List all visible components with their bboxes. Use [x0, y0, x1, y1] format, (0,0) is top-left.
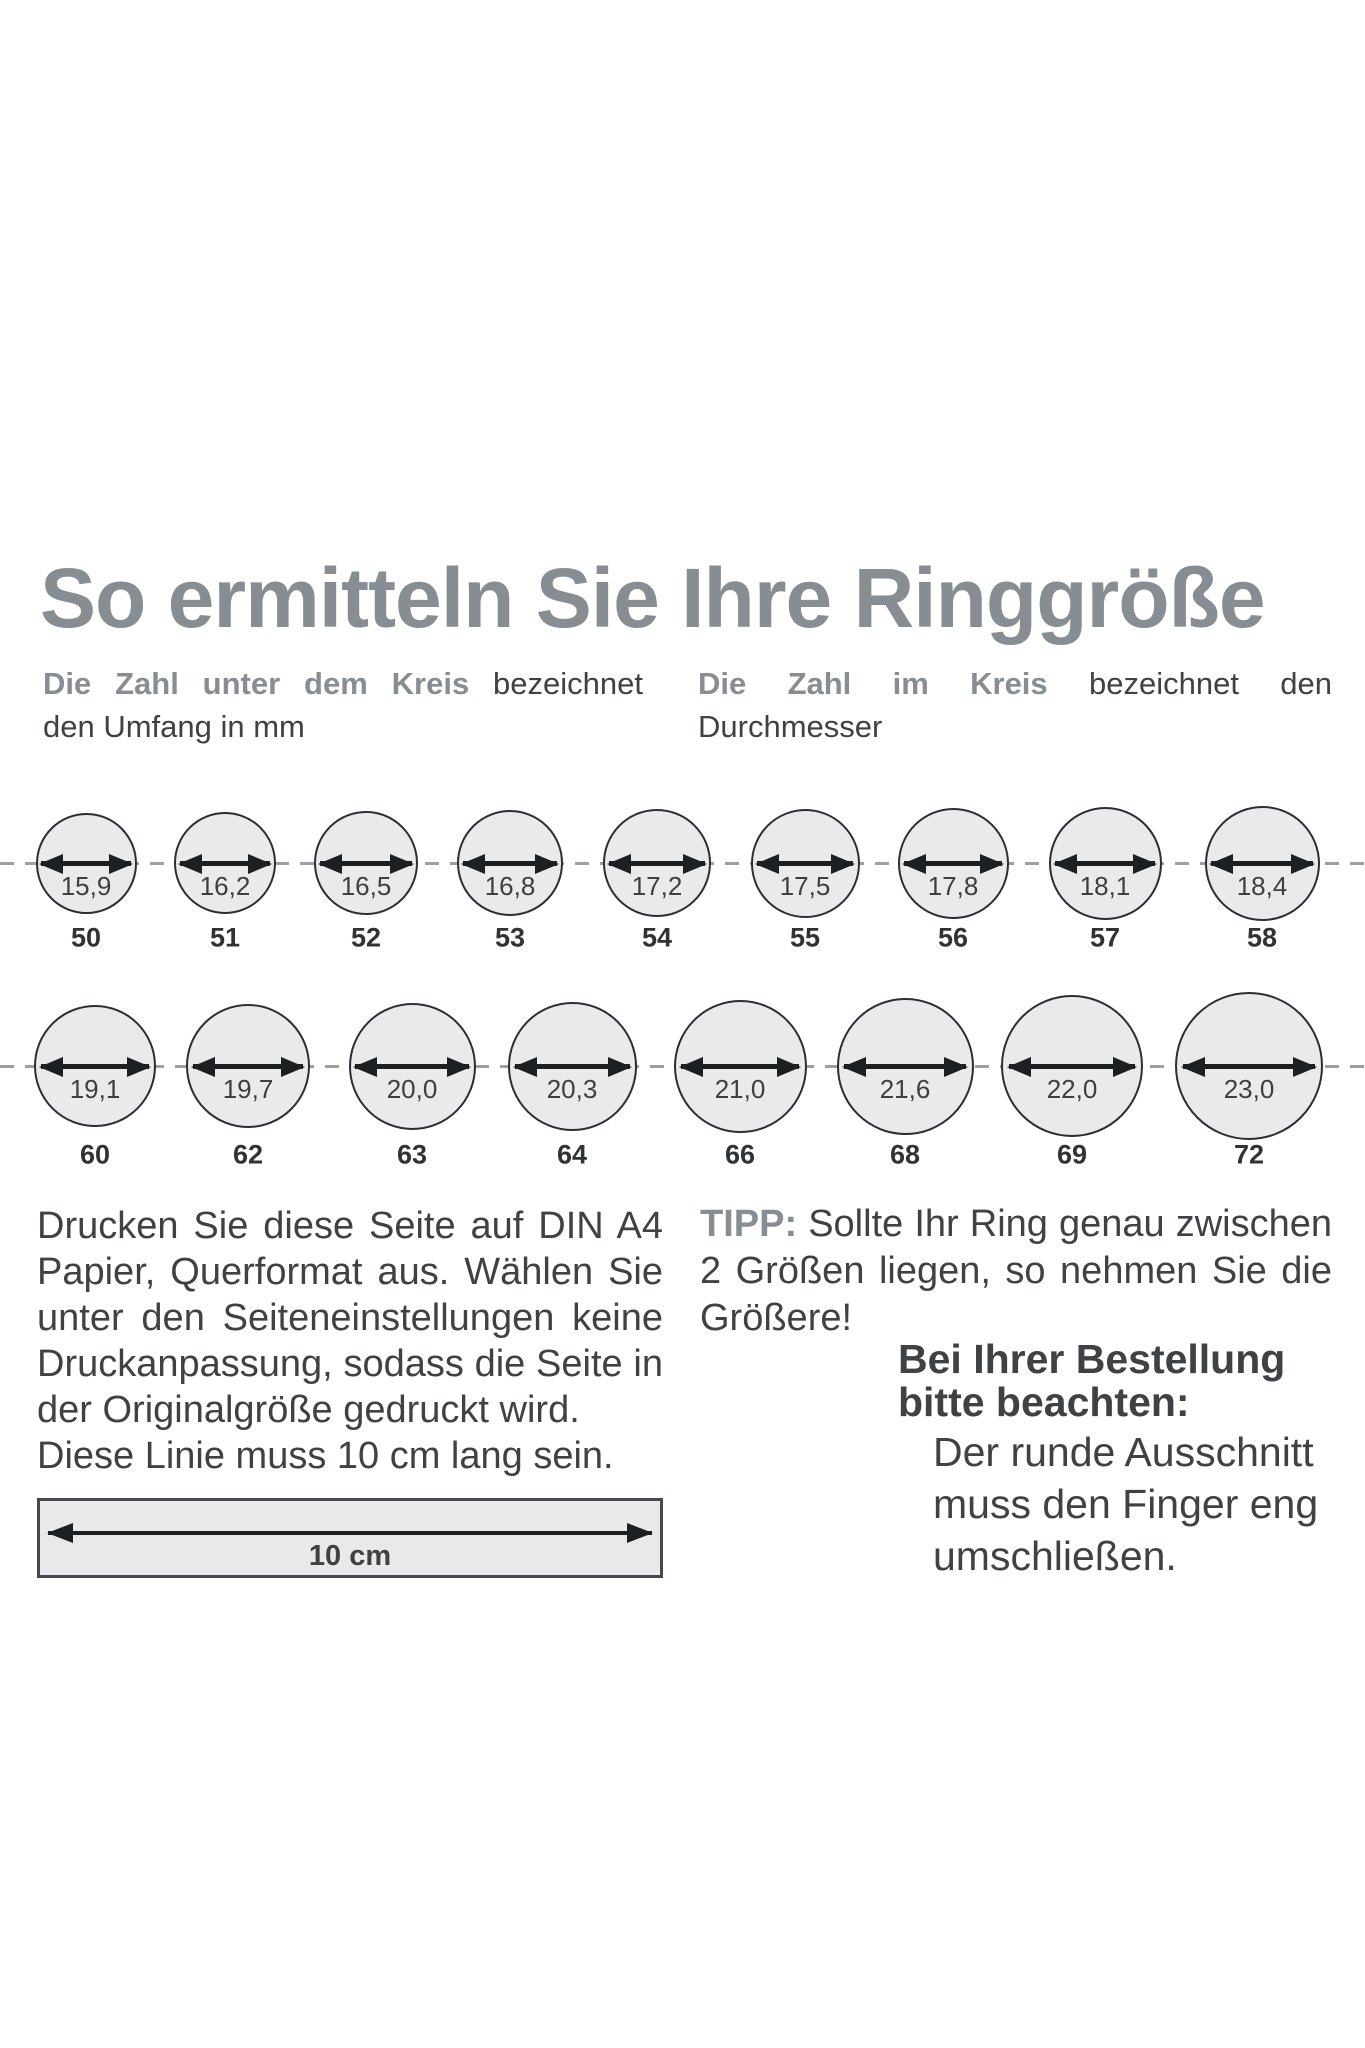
ring-size-label: 69 — [1056, 1139, 1088, 1170]
diameter-value: 19,7 — [222, 1074, 274, 1104]
ring-size-circle — [1049, 807, 1162, 920]
legend-diameter-line1 — [698, 662, 1332, 705]
ring-size-label: 54 — [641, 922, 673, 953]
tip-line1 — [700, 1201, 1332, 1248]
diameter-arrow-icon — [1211, 861, 1313, 866]
ring-size-circle — [898, 808, 1009, 919]
diameter-arrow-icon — [193, 1064, 303, 1069]
print-instructions-line: der Originalgröße gedruckt wird. — [37, 1389, 580, 1431]
ruler-label: 10 cm — [308, 1540, 392, 1572]
legend-diameter — [698, 662, 1332, 748]
diameter-value: 17,2 — [631, 871, 683, 901]
diameter-arrow-icon — [904, 861, 1002, 866]
ring-size-label: 50 — [70, 922, 102, 953]
diameter-value: 17,5 — [779, 871, 831, 901]
order-note-heading-line: bitte beachten: — [898, 1379, 1190, 1425]
diameter-value: 18,4 — [1236, 871, 1288, 901]
diameter-value: 20,3 — [546, 1074, 598, 1104]
print-instructions-line: Druckanpassung, sodass die Seite in — [37, 1343, 663, 1385]
ring-size-label: 57 — [1089, 922, 1121, 953]
order-note-heading-line: Bei Ihrer Bestellung — [898, 1336, 1286, 1382]
ring-size-circle — [1001, 995, 1143, 1137]
diameter-arrow-icon — [41, 1064, 150, 1069]
diameter-arrow-icon — [1183, 1064, 1316, 1069]
diameter-value: 23,0 — [1223, 1074, 1275, 1104]
diameter-arrow-icon — [757, 861, 854, 866]
diameter-arrow-icon — [320, 861, 412, 866]
diameter-value: 15,9 — [60, 871, 112, 901]
diameter-value: 20,0 — [386, 1074, 438, 1104]
legend-circumference-line2: den Umfang in mm — [43, 709, 305, 744]
ring-size-label: 53 — [494, 922, 526, 953]
ring-size-label: 72 — [1233, 1139, 1265, 1170]
tip-line1-rest: Sollte Ihr Ring genau zwischen — [797, 1203, 1332, 1245]
legend-diameter-line2: Durchmesser — [698, 709, 883, 744]
diameter-value: 16,8 — [484, 871, 536, 901]
ring-size-circle — [1175, 992, 1323, 1140]
order-note-body-line: Der runde Ausschnitt — [933, 1429, 1314, 1475]
legend-circumference-bold: Die Zahl unter dem Kreis — [43, 666, 470, 701]
ring-size-label: 58 — [1246, 922, 1278, 953]
ring-size-circle — [508, 1002, 637, 1131]
ring-size-circle — [36, 813, 137, 914]
ring-size-label: 63 — [396, 1139, 428, 1170]
diameter-arrow-icon — [355, 1064, 468, 1069]
order-note-body — [933, 1426, 1318, 1582]
ring-size-circle — [34, 1005, 156, 1127]
diameter-value: 16,5 — [340, 871, 392, 901]
ring-size-label: 60 — [79, 1139, 111, 1170]
ring-size-circle — [837, 998, 974, 1135]
diameter-arrow-icon — [463, 861, 557, 866]
ring-size-circle — [349, 1003, 476, 1130]
diameter-value: 16,2 — [199, 871, 251, 901]
tip-line2: 2 Größen liegen, so nehmen Sie die — [700, 1250, 1332, 1292]
tip-line3: Größere! — [700, 1297, 853, 1339]
diameter-arrow-icon — [180, 861, 270, 866]
ring-size-circle — [751, 809, 860, 918]
ten-cm-ruler — [37, 1498, 663, 1578]
diameter-arrow-icon — [844, 1064, 966, 1069]
diameter-value: 21,0 — [714, 1074, 766, 1104]
print-instructions-line: Diese Linie muss 10 cm lang sein. — [37, 1435, 614, 1477]
ring-size-circle — [174, 812, 276, 914]
diameter-value: 21,6 — [879, 1074, 931, 1104]
legend-circumference-line1 — [43, 662, 643, 705]
legend-circumference-rest: bezeichnet — [469, 666, 643, 701]
order-note-heading — [898, 1338, 1285, 1424]
legend-circumference — [43, 662, 643, 748]
ring-size-label: 51 — [209, 922, 241, 953]
page-title: So ermitteln Sie Ihre Ringgröße — [40, 551, 1265, 645]
legend-diameter-bold: Die Zahl im Kreis — [698, 666, 1048, 701]
ring-size-label: 66 — [724, 1139, 756, 1170]
ring-size-label: 68 — [889, 1139, 921, 1170]
order-note-body-line: umschließen. — [933, 1533, 1177, 1579]
print-instructions-line: Drucken Sie diese Seite auf DIN A4 — [37, 1205, 663, 1247]
ring-size-circle — [314, 811, 418, 915]
ring-size-label: 64 — [556, 1139, 588, 1170]
print-instructions-line: unter den Seiteneinstellungen keine — [37, 1297, 663, 1339]
diameter-value: 19,1 — [69, 1074, 121, 1104]
ring-size-circle — [1205, 806, 1320, 921]
diameter-value: 22,0 — [1046, 1074, 1098, 1104]
diameter-value: 17,8 — [927, 871, 979, 901]
ring-size-label: 52 — [350, 922, 382, 953]
diameter-arrow-icon — [681, 1064, 800, 1069]
diameter-value: 18,1 — [1079, 871, 1131, 901]
diameter-arrow-icon — [1055, 861, 1155, 866]
order-note-body-line: muss den Finger eng — [933, 1481, 1319, 1527]
print-instructions — [37, 1203, 663, 1479]
ring-size-circle — [457, 810, 563, 916]
legend-diameter-rest: bezeichnet den — [1047, 666, 1332, 701]
ring-size-circle — [674, 1000, 807, 1133]
diameter-arrow-icon — [1009, 1064, 1136, 1069]
ring-size-circle — [186, 1004, 310, 1128]
ruler-arrow-icon — [48, 1531, 652, 1535]
tip-note — [700, 1201, 1332, 1342]
ring-size-label: 55 — [789, 922, 821, 953]
print-instructions-line: Papier, Querformat aus. Wählen Sie — [37, 1251, 663, 1293]
ring-size-circle — [603, 809, 711, 917]
diameter-arrow-icon — [515, 1064, 630, 1069]
tip-label: TIPP: — [700, 1203, 798, 1245]
ring-size-label: 62 — [232, 1139, 264, 1170]
diameter-arrow-icon — [41, 861, 130, 866]
diameter-arrow-icon — [609, 861, 705, 866]
ring-size-label: 56 — [937, 922, 969, 953]
